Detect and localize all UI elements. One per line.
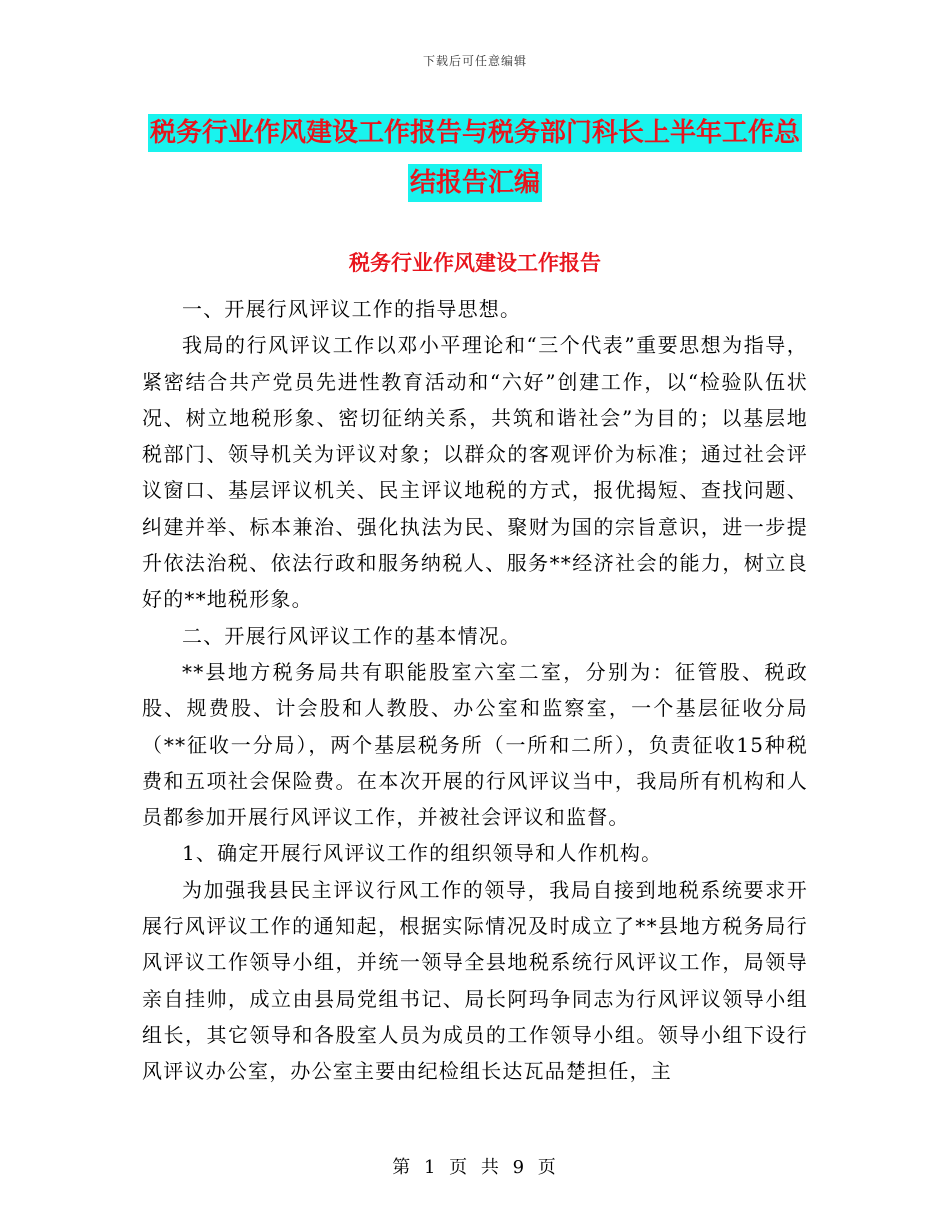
paragraph: **县地方税务局共有职能股室六室二室，分别为：征管股、税政股、规费股、计会股和人教股、办公室和监察室，一个基层征收分局（**征收一分局），两个基层税务所（一所和二所），负责征收15种税费和五项社会保险费。在本次开展的行风评议当中，我局所有机构和人员都参加开展行风评议工作，并被社会评议和监督。 (142, 659, 808, 830)
page-footer: 第 1 页 共 9 页 (392, 1157, 558, 1178)
main-title-text: 税务行业作风建设工作报告与税务部门科长上半年工作总结报告汇编 (148, 114, 802, 202)
header-note: 下载后可任意编辑 (422, 54, 527, 68)
paragraph: 为加强我县民主评议行风工作的领导，我局自接到地税系统要求开展行风评议工作的通知起，根据实际情况及时成立了**县地方税务局行风评议工作领导小组，并统一领导全县地税系统行风评议工作，局领导亲自挂帅，成立由县局党组书记、局长阿玛争同志为行风评议领导小组组长，其它领导和各股室人员为成员的工作领导小组。领导小组下设行风评议办公室，办公室主要由纪检组长达瓦品楚担任，主 (142, 877, 808, 1084)
paragraph: 二、开展行风评议工作的基本情况。 (182, 623, 522, 648)
main-title (142, 108, 808, 208)
paragraph: 我局的行风评议工作以邓小平理论和“三个代表”重要思想为指导，紧密结合共产党员先进性教育活动和“六好”创建工作，以“检验队伍状况、树立地税形象、密切征纳关系，共筑和谐社会”为目的；以基层地税部门、领导机关为评议对象；以群众的客观评价为标准；通过社会评议窗口、基层评议机关、民主评议地税的方式，报优揭短、查找问题、纠建并举、标本兼治、强化执法为民、聚财为国的宗旨意识，进一步提升依法治税、依法行政和服务纳税人、服务**经济社会的能力，树立良好的**地税形象。 (142, 333, 808, 612)
body-text (142, 291, 808, 1090)
paragraph: 一、开展行风评议工作的指导思想。 (182, 297, 522, 321)
section-title: 税务行业作风建设工作报告 (349, 251, 601, 275)
paragraph: 1、确定开展行风评议工作的组织领导和人作机构。 (182, 841, 663, 866)
